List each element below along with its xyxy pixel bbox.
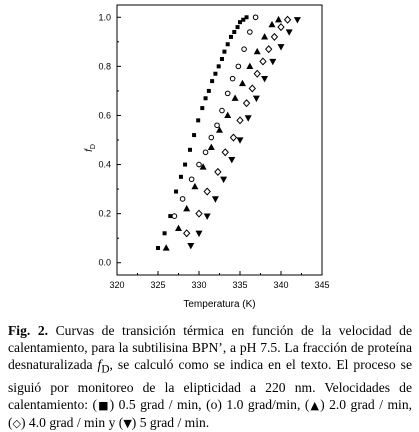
caption-text-3: ) 0.5 grad / min, ( [109,396,211,412]
point-square-filled [188,148,192,152]
point-square-filled [226,42,230,46]
point-square-filled [236,25,240,29]
y-tick-label: 0.6 [98,110,111,121]
axis-ticks [98,12,329,290]
x-tick-label: 335 [232,280,248,290]
point-circle-open [230,76,235,81]
point-triangle-down [245,115,252,121]
y-tick-label: 0.4 [98,159,111,170]
point-triangle-down [237,137,244,143]
point-square-filled [183,163,187,167]
point-square-filled [220,57,224,61]
caption-text-1: Curvas de transición térmica en función de la velocidad de calentamiento, para la subtilisina BPN’, a pH 7.5. La fracción de proteína desnaturalizada [8,323,412,372]
y-tick-label: 0.2 [98,208,111,219]
point-triangle-down [286,29,293,35]
point-square-filled [210,79,214,83]
x-tick-label: 330 [191,280,207,290]
point-triangle-up [232,94,239,100]
point-triangle-down [220,177,227,183]
point-triangle-up [208,144,215,150]
point-diamond-open [230,134,236,141]
point-circle-open [203,150,208,155]
point-square-filled [200,106,204,110]
point-diamond-open [285,16,291,23]
point-circle-open [189,177,194,182]
point-square-filled [196,118,200,122]
caption-text-6: ) 4.0 grad / min y ( [21,414,124,430]
point-triangle-down [196,231,203,237]
point-circle-open [220,108,225,113]
point-circle-open [236,64,241,69]
x-tick-label: 325 [150,280,166,290]
x-tick-label: 320 [109,280,125,290]
data-points [156,15,301,251]
legend-triangle-down-icon: ▼ [123,416,132,430]
point-circle-open [248,30,253,35]
point-circle-open [172,214,177,219]
point-triangle-down [261,76,268,82]
point-square-filled [207,89,211,93]
point-diamond-open [260,58,266,65]
x-axis-label: Temperatura (K) [183,299,256,310]
point-diamond-open [278,24,284,31]
y-tick-label: 0.0 [98,257,111,268]
point-square-filled [222,50,226,54]
point-triangle-up [246,63,253,69]
point-triangle-up [191,183,198,189]
point-square-filled [156,246,160,250]
point-square-filled [192,133,196,137]
plot-frame [117,5,322,275]
point-square-filled [232,30,236,34]
point-triangle-up [163,244,170,250]
point-diamond-open [196,210,202,217]
legend-diamond-open-icon: ◇ [12,416,21,430]
y-tick-label: 1.0 [98,12,111,23]
point-triangle-up [261,33,268,39]
point-square-filled [245,15,249,19]
point-triangle-up [175,225,182,231]
y-axis-label [84,144,97,152]
point-circle-open [242,47,247,52]
point-triangle-down [212,196,219,202]
legend-triangle-up-icon: ▲ [309,398,321,412]
point-triangle-down [253,96,260,102]
point-triangle-up [239,80,246,86]
legend-square-filled-icon: ■ [97,398,110,412]
y-axis-label-main: f [84,149,95,152]
point-triangle-up [268,21,275,27]
figure-caption [8,322,412,432]
point-square-filled [204,96,208,100]
point-circle-open [197,162,202,167]
point-diamond-open [249,85,255,92]
legend-circle-open-icon: o [210,396,218,412]
point-triangle-down [228,157,235,163]
point-diamond-open [266,46,272,53]
x-tick-label: 345 [314,280,330,290]
y-tick-label: 0.8 [98,61,111,72]
caption-fd-sub: D [101,363,110,376]
point-triangle-up [224,112,231,118]
point-square-filled [213,72,217,76]
point-square-filled [229,35,233,39]
caption-text-5: ) 2.0 grad / min, ( [8,396,413,430]
point-diamond-open [204,188,210,195]
point-circle-open [253,15,258,20]
point-square-filled [163,231,167,235]
figure-label: Fig. 2. [8,323,49,338]
caption-text-4: ) 1.0 grad/min, ( [217,396,310,412]
point-circle-open [209,135,214,140]
point-circle-open [215,123,220,128]
point-triangle-up [183,205,190,211]
point-diamond-open [222,149,228,156]
point-square-filled [174,190,178,194]
point-triangle-up [275,16,282,22]
point-diamond-open [244,100,250,107]
point-square-filled [179,175,183,179]
point-triangle-up [254,48,261,54]
point-triangle-down [278,44,285,50]
y-axis-label-sub: D [90,144,97,150]
x-tick-label: 340 [273,280,289,290]
caption-text-7: ) 5 grad / min. [131,414,210,430]
point-diamond-open [215,169,221,176]
point-circle-open [225,91,230,96]
point-diamond-open [254,70,260,77]
point-triangle-down [204,213,211,219]
point-diamond-open [184,230,190,237]
point-triangle-down [269,59,276,65]
point-triangle-down [294,17,301,23]
point-triangle-down [187,243,194,249]
caption-text-2: , se calculó como se indica en el texto. El proceso se siguió por monitoreo de la elipticidad a 220 nm. Velocidades de calentamiento: ( [8,357,412,412]
point-circle-open [180,197,185,202]
caption-fd: f [97,357,102,372]
point-square-filled [217,64,221,68]
point-diamond-open [271,34,277,41]
point-diamond-open [237,117,243,124]
